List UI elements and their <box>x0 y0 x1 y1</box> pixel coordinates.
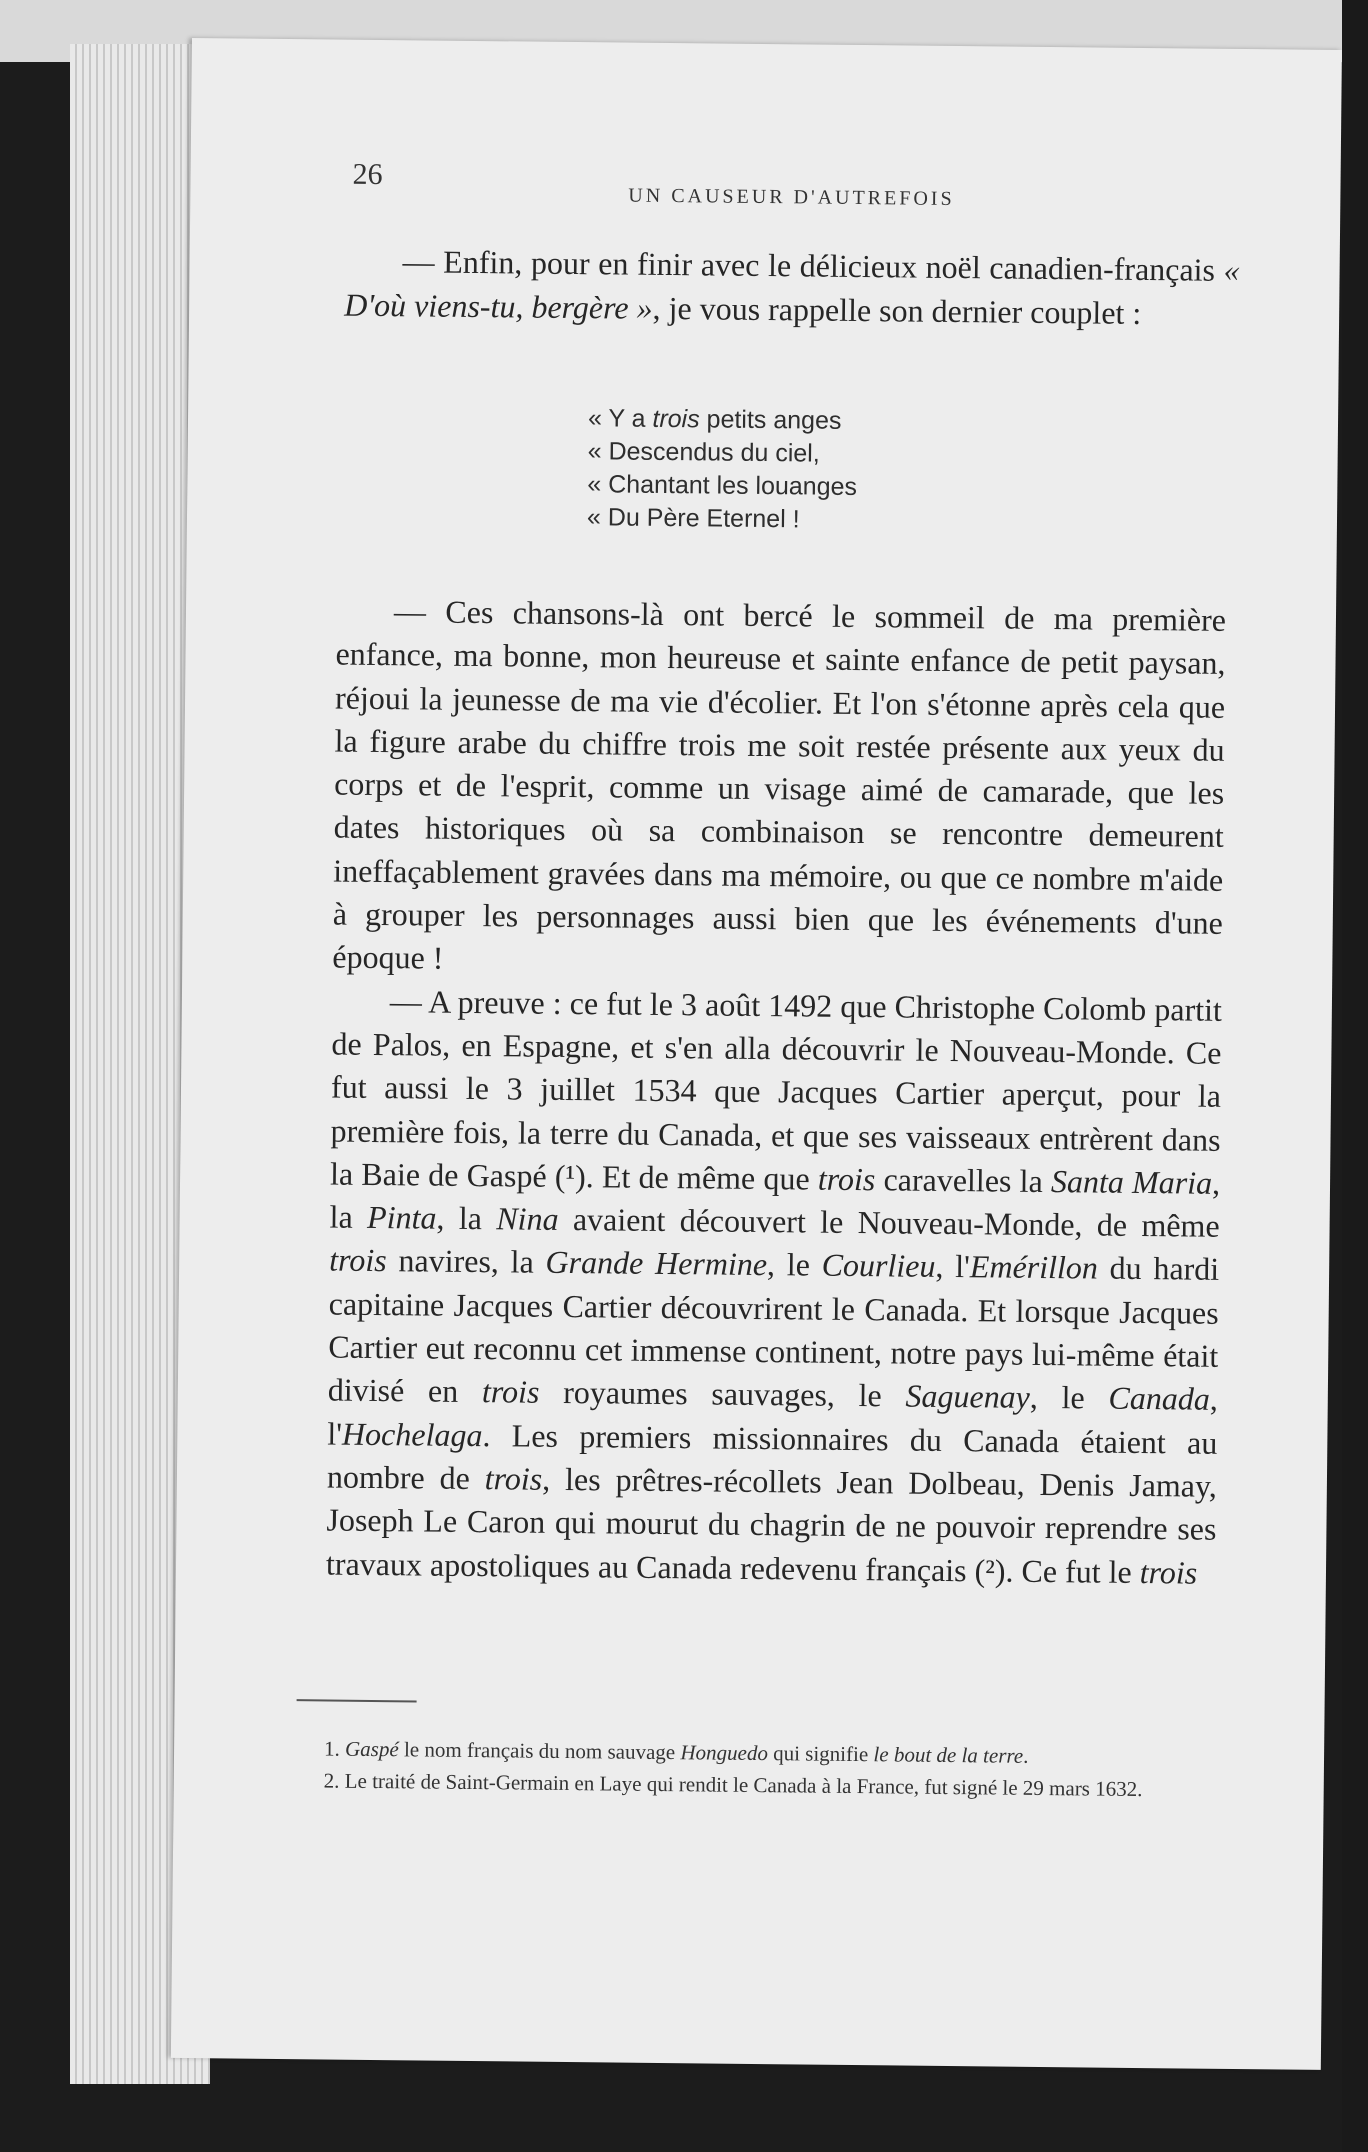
footnote-1: 1. Gaspé le nom français du nom sauvage Honguedo qui signifie le bout de la terre. <box>323 1736 1029 1768</box>
intro-paragraph <box>344 240 1240 336</box>
footnote-2: 2. Le traité de Saint-Germain en Laye qui rendit le Canada à la France, fut signé le 29 mars 1632. <box>323 1768 1143 1802</box>
verse-line: « Du Père Eternel ! <box>586 503 800 534</box>
main-text <box>326 590 1226 1595</box>
scan-right-margin <box>1342 0 1368 2152</box>
running-head: UN CAUSEUR D'AUTREFOIS <box>628 184 955 210</box>
book-page <box>171 38 1342 2070</box>
page-number: 26 <box>352 157 383 192</box>
verse-line: « Chantant les louanges <box>587 470 858 501</box>
intro-text-end: , je vous rappelle son dernier couplet : <box>652 289 1142 331</box>
verse-line: « Descendus du ciel, <box>587 437 820 468</box>
song-title: « D'où viens-tu, bergère » <box>344 251 1240 326</box>
paragraph-chansons: — Ces chansons-là ont bercé le sommeil de ma première enfance, ma bonne, mon heureuse et sainte enfance de petit paysan, réjoui la jeunesse de ma vie d'écolier. Et l'on s'étonne après cela que la figure arabe du chiffre trois me soit restée présente aux yeux du corps et de l'esprit, comme un visage aimé de camarade, que les dates historiques où sa combinaison se rencontre demeurent ineffaçablement gravées dans ma mémoire, ou que ce nombre m'aide à grouper les personnages aussi bien que les événements d'une époque ! <box>332 593 1227 977</box>
verse-quote <box>587 402 948 538</box>
intro-text-start: — Enfin, pour en finir avec le délicieux noël canadien-français <box>402 243 1224 288</box>
paragraph-preuve: — A preuve : ce fut le 3 août 1492 que Christophe Colomb partit de Palos, en Espagne, et s'en alla découvrir le Nouveau-Monde. Ce fut aussi le 3 juillet 1534 que Jacques Cartier aperçut, pour la première fois, la terre du Canada, et que ses vaisseaux entrèrent dans la Baie de Gaspé (¹). Et de même que trois caravelles la Santa Maria, la Pinta, la Nina avaient découvert le Nouveau-Monde, de même trois navires, la Grande Hermine, le Courlieu, l'Emérillon du hardi capitaine Jacques Cartier découvrirent le Canada. Et lorsque Jacques Cartier eut reconnu cet immense continent, notre pays lui-même était divisé en trois royaumes sauvages, le Saguenay, le Canada, l'Hochelaga. Les premiers missionnaires du Canada étaient au nombre de trois, les prêtres-récollets Jean Dolbeau, Denis Jamay, Joseph Le Caron qui mourut du chagrin de ne pouvoir reprendre ses travaux apostoliques au Canada redevenu français (²). Ce fut le trois <box>325 982 1223 1591</box>
footnote-divider <box>297 1699 417 1702</box>
footnotes <box>296 1734 1207 1808</box>
verse-line: « Y a trois petits anges <box>587 404 842 435</box>
